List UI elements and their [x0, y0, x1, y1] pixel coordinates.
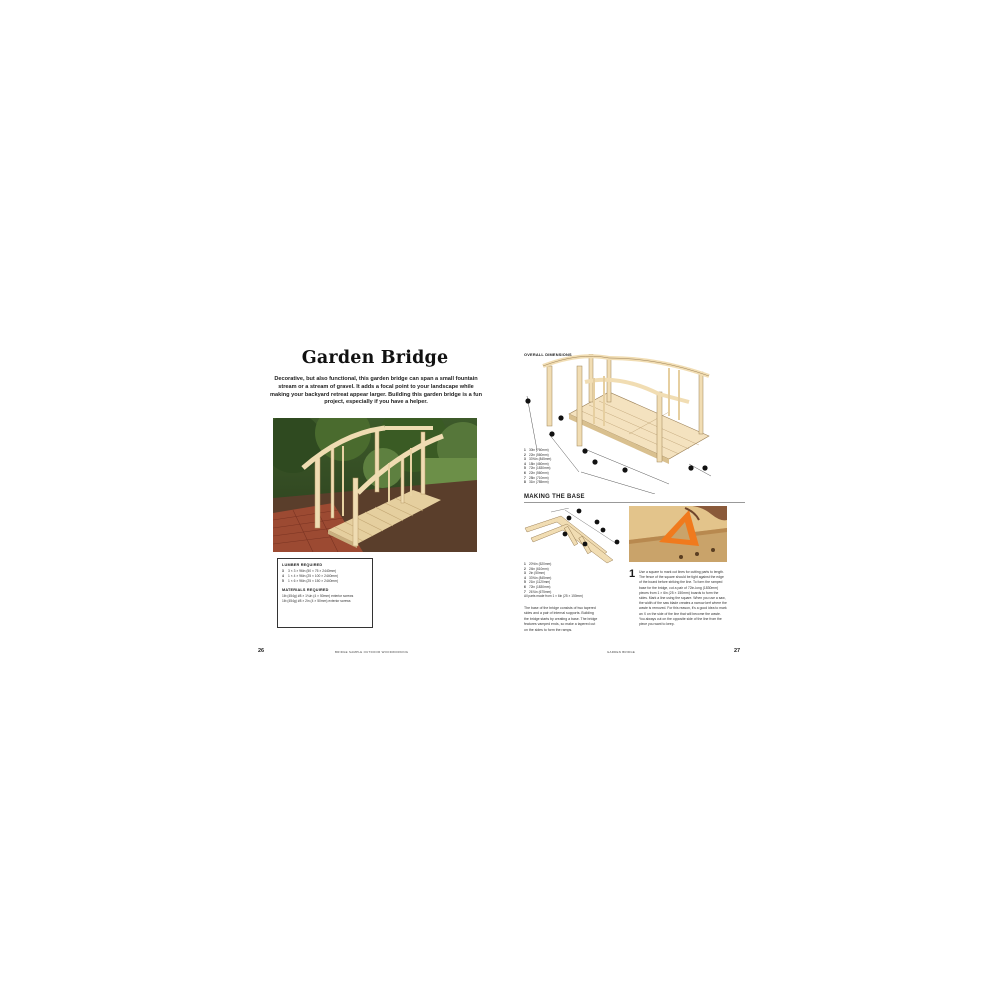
- overall-dimensions-list: [524, 448, 551, 485]
- right-page: [505, 340, 745, 660]
- making-base-heading: MAKING THE BASE: [524, 494, 585, 500]
- lumber-heading: LUMBER REQUIRED: [282, 563, 323, 567]
- base-paragraph: The base of the bridge consists of two tapered sides and a pair of internal supports. Building the bridge starts by creating a base. The bridge features vamped ends, so make a tapered cut on the sides to form the ramps.: [524, 606, 598, 632]
- running-head: BRIDGE SAMPLE OUTDOOR WOODWORKING: [335, 650, 409, 654]
- lumber-item: 3 3 × 3 × 96in (50 × 75 × 2440mm): [282, 569, 337, 573]
- dimension-item: 2 24in (610mm): [524, 566, 549, 571]
- materials-item: 1lb (454g) #8 × 2in (4 × 50mm) exterior screws: [282, 599, 351, 604]
- base-dimensions-list: [524, 562, 583, 599]
- running-head: GARDEN BRIDGE: [607, 650, 636, 654]
- dimension-item: 3 2in (50mm): [524, 571, 546, 576]
- section-rule: [524, 502, 745, 503]
- dimension-item: 2 22in (560mm): [524, 452, 549, 457]
- left-page: [255, 340, 495, 660]
- dimension-item: 6 72in (1830mm): [524, 584, 551, 589]
- requirements-box: [277, 558, 373, 628]
- dimension-item: 5 21in (1120mm): [524, 580, 551, 585]
- dimension-item: 1 20½in (520mm): [524, 562, 552, 566]
- dimension-item: 5 72in (1830mm): [524, 466, 551, 471]
- dimension-item: 4 18in (460mm): [524, 461, 549, 466]
- dimension-item: 3 33⅝in (845mm): [524, 457, 552, 462]
- step-number: 1: [629, 568, 636, 580]
- dimension-item: 1 30in (760mm): [524, 448, 549, 452]
- dimension-item: 7 28in (710mm): [524, 475, 549, 480]
- lumber-item: 5 1 × 6 × 96in (25 × 150 × 2440mm): [282, 579, 339, 584]
- overall-dimensions-heading: OVERALL DIMENSIONS: [524, 352, 572, 357]
- dimension-item: 4 33⅝in (845mm): [524, 575, 552, 580]
- materials-item: 1lb (454g) #8 × 1¾in (4 × 50mm) exterior screws: [282, 594, 354, 599]
- page-number: 27: [734, 648, 741, 654]
- page-title: Garden Bridge: [301, 348, 449, 368]
- dimension-item: 7 26⅞in (675mm): [524, 589, 552, 594]
- dimension-item: 6 22in (560mm): [524, 470, 549, 475]
- dimension-item: 8 31in (785mm): [524, 480, 549, 485]
- page-number: 26: [258, 648, 265, 654]
- intro-paragraph: Decorative, but also functional, this garden bridge can span a small fountain stream or a stream of gravel. It adds a focal point to your landscape while making your backyard retreat appear larger. Building this garden bridge is a fun project, especially if you have a helper.: [270, 376, 482, 406]
- base-note: All parts made from 1 × 6in (25 × 150mm): [524, 594, 583, 599]
- base-diagram: [521, 508, 621, 564]
- step-paragraph: Use a square to mark cut lines for cutting parts to length. The fence of the square should be tight against the edge of the board before striking the line. To form the ramped base for the bridge, cut a pair of 72in-long (1830mm) pieces from 1 × 6in (25 × 150mm) boards to form the sides. Mark a line using the square. When you use a saw, the width of the saw blade creates a narrow kerf where the waste is removed. For this reason, it's a good idea to mark an X on the side of the line that will become the waste. You always cut on the opposite side of the line from the piece you want to keep.: [639, 570, 727, 627]
- lumber-item: 4 1 × 4 × 96in (25 × 100 × 2440mm): [282, 574, 339, 579]
- materials-heading: MATERIALS REQUIRED: [282, 588, 329, 593]
- bridge-photo: [273, 418, 477, 552]
- square-photo: [629, 506, 727, 562]
